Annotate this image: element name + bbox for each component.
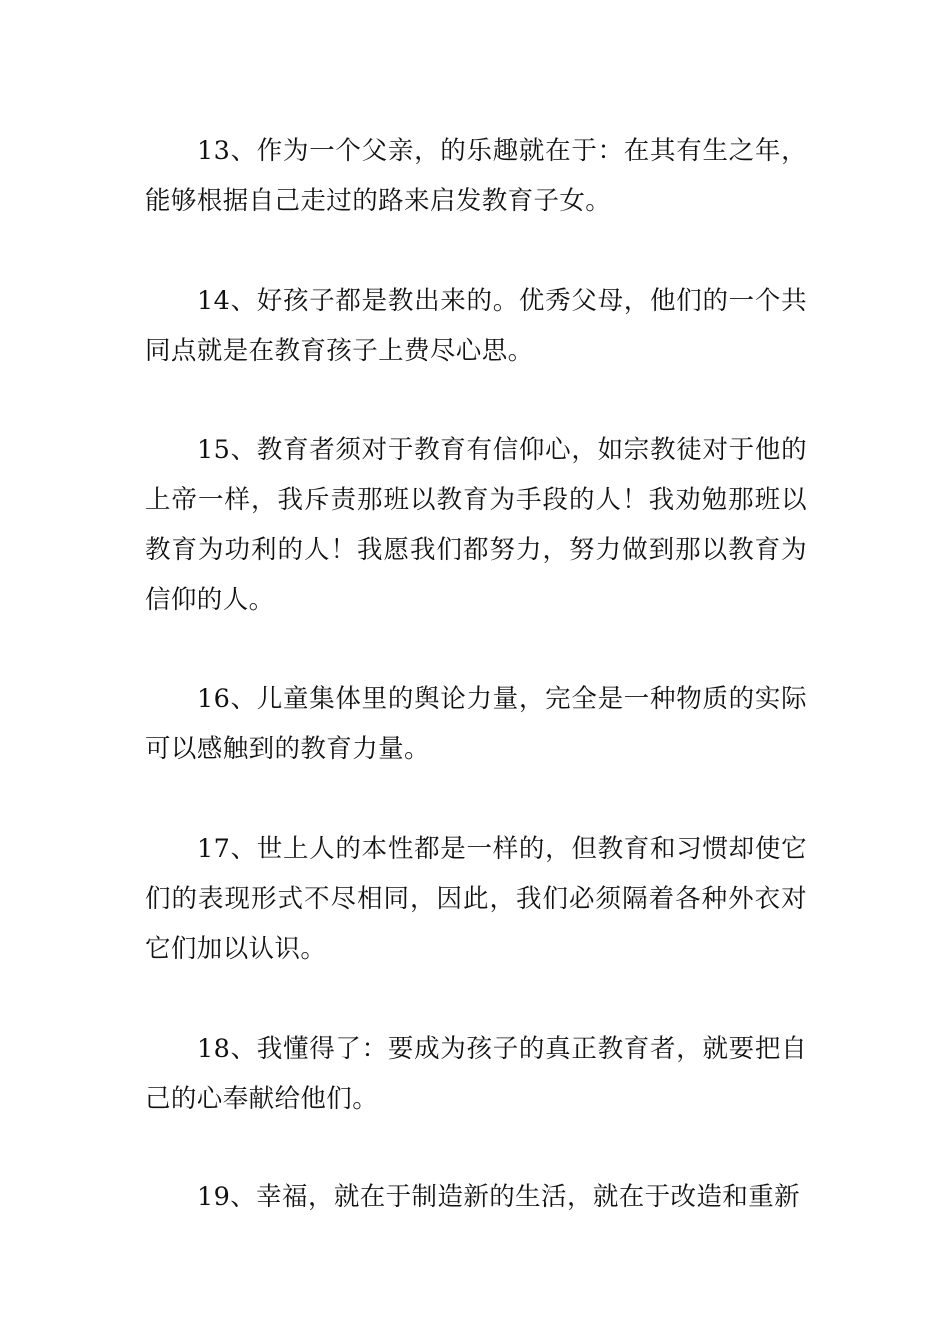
quote-paragraph-13: 13、作为一个父亲，的乐趣就在于：在其有生之年，能够根据自己走过的路来启发教育子女。: [145, 136, 807, 216]
quote-paragraph-18: 18、我懂得了：要成为孩子的真正教育者，就要把自己的心奉献给他们。: [145, 1034, 807, 1114]
quote-paragraph-17: 17、世上人的本性都是一样的，但教育和习惯却使它们的表现形式不尽相同，因此，我们必须隔着各种外衣对它们加以认识。: [145, 834, 807, 964]
quote-paragraph-16: 16、儿童集体里的舆论力量，完全是一种物质的实际可以感触到的教育力量。: [145, 684, 807, 764]
quote-paragraph-15: 15、教育者须对于教育有信仰心，如宗教徒对于他的上帝一样，我斥责那班以教育为手段的人！我劝勉那班以教育为功利的人！我愿我们都努力，努力做到那以教育为信仰的人。: [145, 435, 807, 615]
quote-paragraph-19: 19、幸福，就在于制造新的生活，就在于改造和重新: [197, 1182, 801, 1212]
quote-paragraph-14: 14、好孩子都是教出来的。优秀父母，他们的一个共同点就是在教育孩子上费尽心思。: [145, 286, 807, 366]
